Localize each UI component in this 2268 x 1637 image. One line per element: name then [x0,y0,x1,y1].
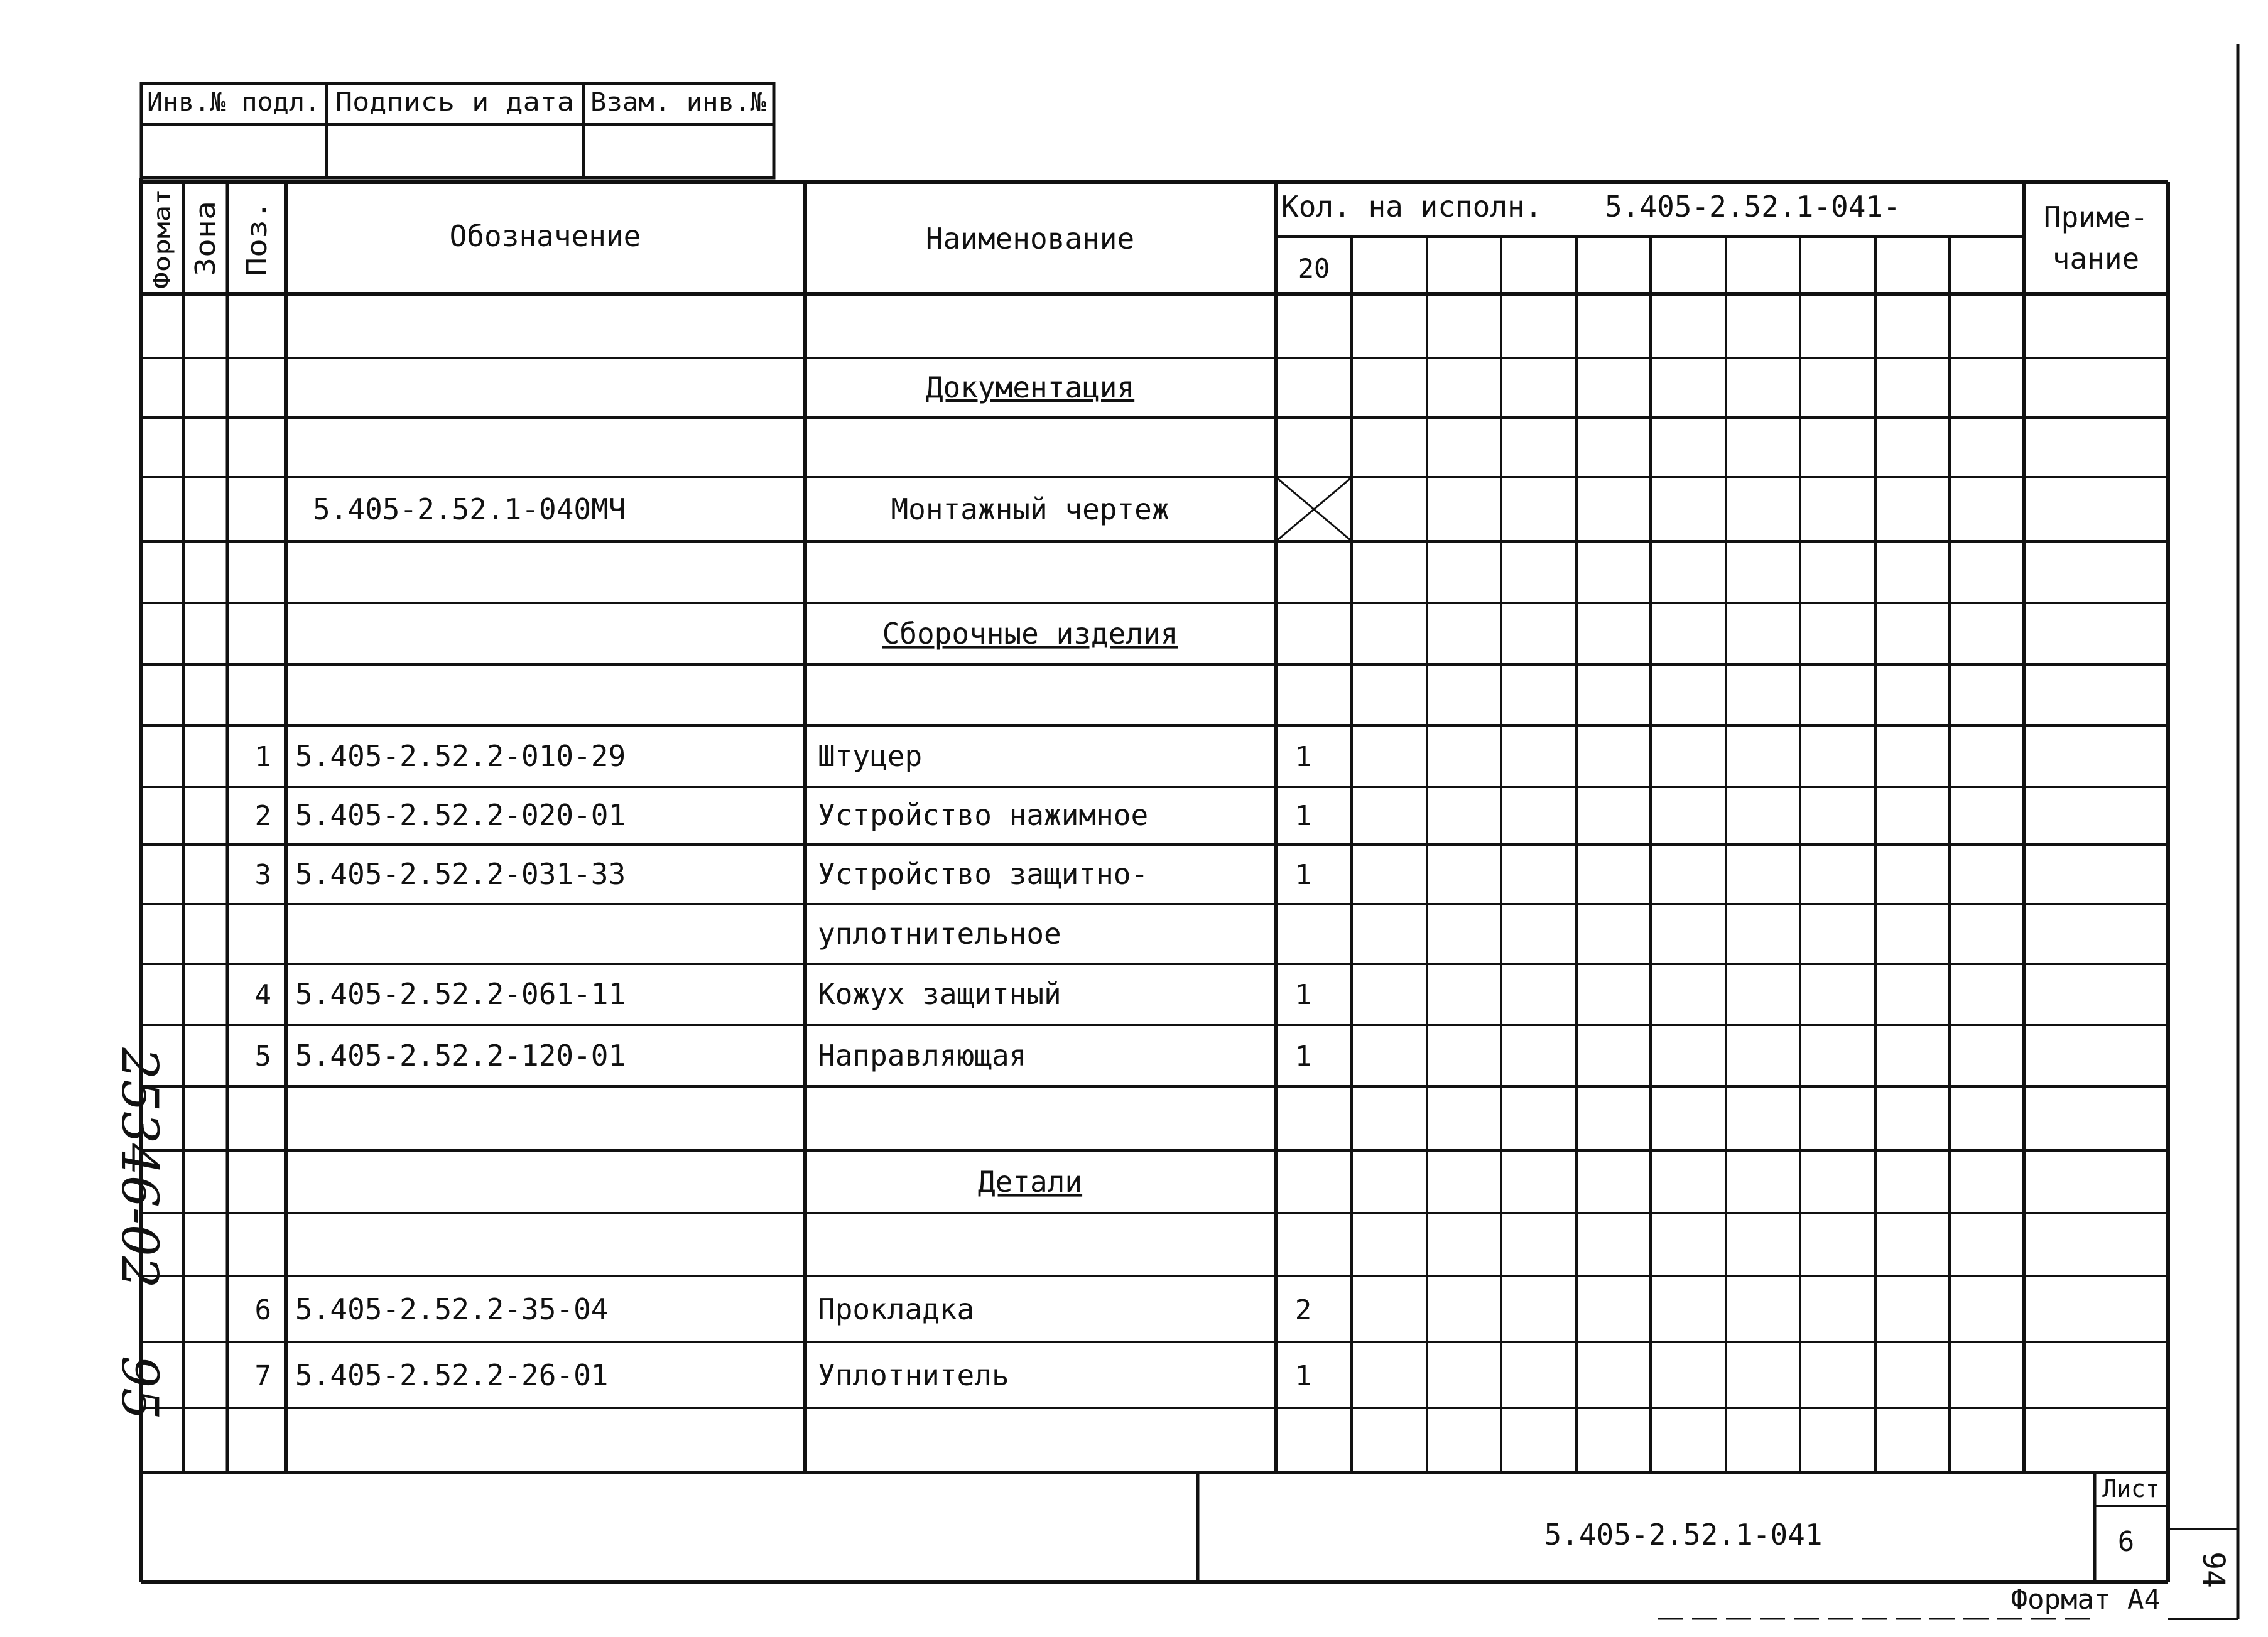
section-row [926,370,1134,404]
row-poz: 1 [254,741,271,773]
margin-note-number: 95 [111,1356,169,1420]
row-naimenovanie: Устройство нажимное [818,798,1149,832]
stamp-podpis-data: Подпись и дата [335,88,574,117]
row-oboznachenie: 5.405-2.52.2-26-01 [295,1358,609,1392]
row-oboznachenie: 5.405-2.52.1-040МЧ [313,492,626,526]
section-row [978,1165,1082,1199]
header-poz: Поз. [241,210,273,276]
stamp-inv-podl: Инв.№ подл. [147,88,320,117]
header-zona: Зона [190,210,222,276]
row-naimenovanie: Прокладка [818,1292,975,1326]
row-poz: 4 [254,979,271,1011]
row-kol: 1 [1294,859,1312,891]
row-oboznachenie: 5.405-2.52.2-35-04 [295,1292,609,1326]
row-naimenovanie: Штуцер [818,739,923,773]
table-row [255,857,1312,891]
section-title: Сборочные изделия [882,617,1178,651]
header-ispoln-code: 5.405-2.52.1-041- [1605,190,1901,224]
table-row [818,917,1061,951]
header-naimenovanie: Наименование [925,222,1135,256]
row-naimenovanie: Уплотнитель [818,1358,1009,1392]
section-title: Детали [977,1165,1083,1199]
row-poz: 6 [254,1294,271,1326]
not-applicable-cross [1278,478,1350,540]
section-title: Документация [925,370,1135,404]
row-oboznachenie: 5.405-2.52.2-010-29 [295,739,626,773]
header-kol-na-ispoln: Кол. на исполн. [1281,190,1543,224]
title-list-label: Лист [2102,1475,2160,1503]
row-kol: 1 [1294,979,1312,1011]
row-naimenovanie: Направляющая [818,1039,1027,1072]
row-naimenovanie: Монтажный чертеж [891,492,1169,526]
header-prime-2: чание [2052,242,2140,276]
header-prime-1: Приме- [2043,200,2149,234]
section-row [882,617,1178,651]
page-number-rotated: 94 [2196,1552,2231,1588]
row-kol: 1 [1294,741,1312,773]
row-oboznachenie: 5.405-2.52.2-031-33 [295,857,626,891]
format-label: Формат А4 [2010,1584,2161,1616]
row-poz: 3 [254,859,271,891]
header-format: Формат [149,207,175,289]
row-kol: 1 [1294,1040,1312,1072]
table-row [255,798,1312,832]
table-body [255,370,1312,1392]
header-variant-20: 20 [1298,253,1330,284]
stamp-vzam-inv: Взам. инв.№ [590,88,766,117]
margin-note-inventory: 25346-02 [111,1047,169,1289]
title-list-number: 6 [2117,1526,2135,1558]
table-row [255,1358,1312,1392]
row-oboznachenie: 5.405-2.52.2-120-01 [295,1039,626,1072]
table-row [255,739,1312,773]
table-row [255,1292,1312,1326]
row-poz: 7 [254,1360,271,1392]
row-kol: 1 [1294,800,1312,832]
table-row [255,977,1312,1011]
row-oboznachenie: 5.405-2.52.2-020-01 [295,798,626,832]
row-poz: 5 [254,1040,271,1072]
header-oboznachenie: Обозначение [449,219,641,253]
row-oboznachenie: 5.405-2.52.2-061-11 [295,977,626,1011]
row-naimenovanie: Кожух защитный [818,977,1061,1011]
row-naimenovanie: Устройство защитно- [818,857,1149,891]
title-doc-code: 5.405-2.52.1-041 [1544,1518,1823,1552]
row-kol: 1 [1294,1360,1312,1392]
row-kol: 2 [1294,1294,1312,1326]
table-row [313,492,1169,526]
right-rail [2168,44,2238,1619]
row-naimenovanie: уплотнительное [818,917,1061,951]
row-poz: 2 [254,800,271,832]
table-row [255,1039,1312,1072]
